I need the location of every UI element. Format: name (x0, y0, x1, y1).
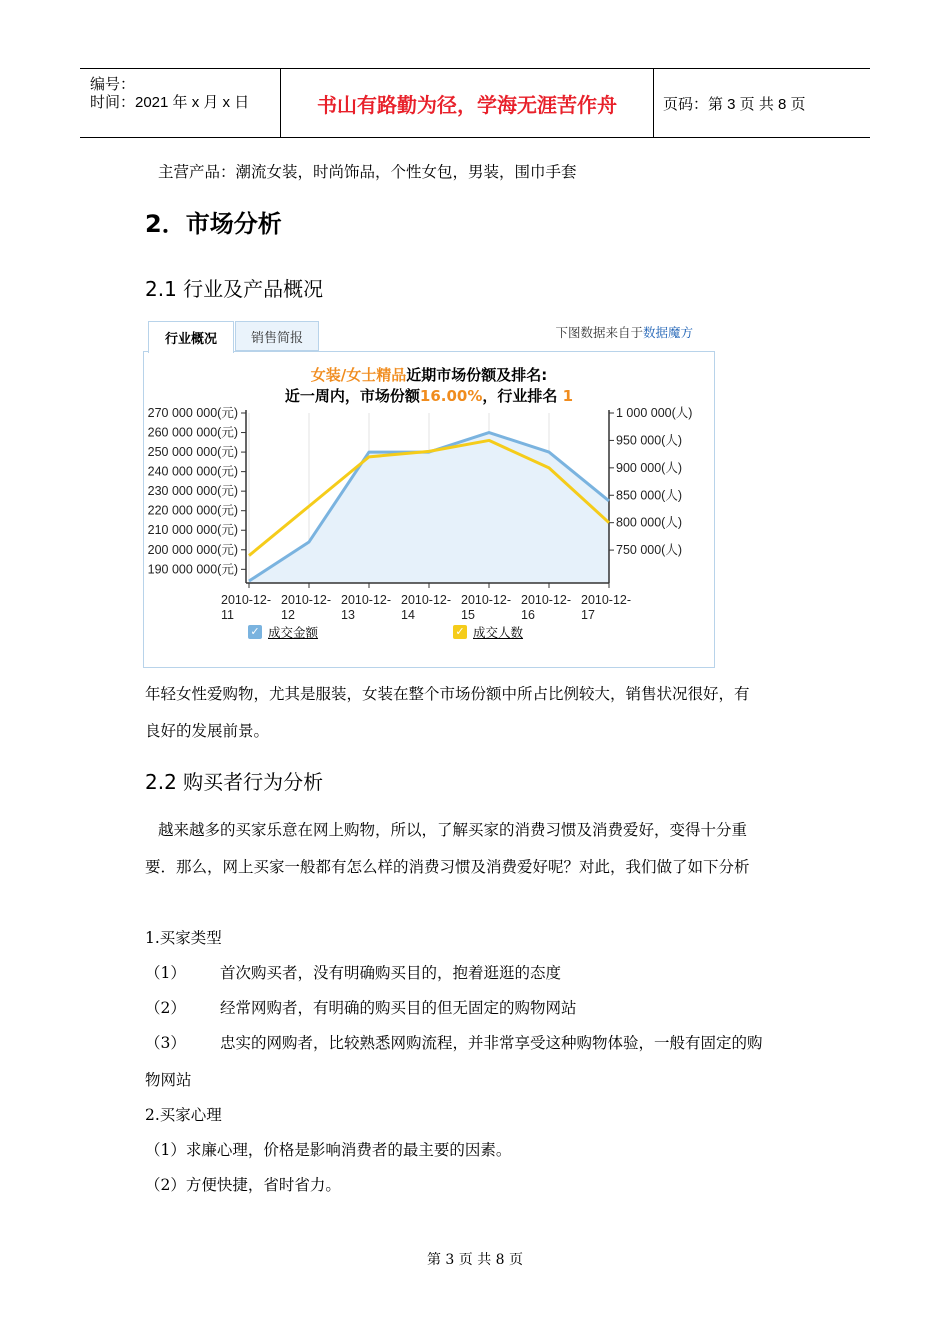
y-left-tick-label: 220 000 000(元) (147, 503, 238, 518)
page-header (80, 68, 870, 138)
y-left-tick-label: 250 000 000(元) (147, 445, 238, 460)
y-right-tick-label: 1 000 000(人) (616, 406, 693, 420)
data-source-link[interactable]: 数据魔方 (642, 326, 693, 340)
x-tick-label-day: 13 (341, 608, 355, 622)
chart-rank-label: ，行业排名 (482, 387, 563, 405)
x-tick-label: 2010-12- (461, 593, 512, 607)
buyer-type-2-text: 经常网购者，有明确的购买目的但无固定的购物网站 (220, 999, 577, 1017)
x-tick-label-day: 14 (401, 608, 415, 622)
y-left-tick-label: 200 000 000(元) (147, 542, 238, 557)
x-tick-label: 2010-12- (521, 593, 572, 607)
paragraph-1-line-1: 年轻女性爱购物，尤其是服装，女装在整个市场份额中所占比例较大，销售状况很好，有 (145, 685, 750, 703)
y-right-tick-label: 850 000(人) (616, 488, 683, 503)
buyer-type-1-text: 首次购买者，没有明确购买目的，抱着逛逛的态度 (220, 964, 562, 982)
buyer-type-3-text: 忠实的网购者，比较熟悉网购流程，并非常享受这种购物体验，一般有固定的购 (220, 1034, 763, 1052)
x-tick-label-day: 15 (461, 608, 475, 622)
buyer-type-3-num: （3） (145, 1034, 186, 1052)
market-chart-widget (143, 318, 715, 668)
legend-label-buyers: 成交人数 (473, 626, 524, 640)
x-tick-label: 2010-12- (221, 593, 272, 607)
paragraph-2-line-2: 要．那么，网上买家一般都有怎么样的消费习惯及消费爱好呢？对此，我们做了如下分析 (145, 858, 750, 876)
doc-number-label: 编号： (90, 76, 136, 93)
legend-label-amount: 成交金额 (268, 626, 319, 640)
psychology-item-1: （1）求廉心理，价格是影响消费者的最主要的因素。 (145, 1141, 512, 1159)
y-right-tick-label: 800 000(人) (616, 515, 683, 530)
intro-line: 主营产品：潮流女装，时尚饰品，个性女包，男装，围巾手套 (158, 163, 577, 181)
data-source-prefix: 下图数据来自于 (555, 326, 643, 340)
doc-date-label: 时间：2021 年 x 月 x 日 (90, 94, 250, 111)
tab-sales-brief[interactable]: 销售简报 (235, 321, 319, 351)
buyer-types-title: 1.买家类型 (145, 929, 222, 947)
x-tick-label: 2010-12- (341, 593, 392, 607)
header-motto: 书山有路勤为径，学海无涯苦作舟 (280, 69, 654, 137)
buyer-psychology-title: 2.买家心理 (145, 1106, 222, 1124)
tab-industry-overview[interactable]: 行业概况 (148, 321, 234, 353)
y-left-tick-label: 230 000 000(元) (147, 484, 238, 499)
buyer-type-1-num: （1） (145, 964, 186, 982)
y-right-tick-label: 950 000(人) (616, 433, 683, 448)
x-tick-label-day: 17 (581, 608, 595, 622)
buyer-type-3-continuation: 物网站 (145, 1071, 192, 1089)
header-meta (80, 69, 280, 137)
y-left-tick-label: 210 000 000(元) (147, 523, 238, 538)
line-chart (143, 318, 715, 668)
x-tick-label: 2010-12- (281, 593, 332, 607)
legend-item-buyers[interactable] (453, 623, 523, 641)
legend-item-amount[interactable] (248, 623, 318, 641)
x-tick-label-day: 16 (521, 608, 535, 622)
chart-title-category: 女装/女士精品 (310, 366, 407, 384)
y-right-tick-label: 900 000(人) (616, 460, 683, 475)
y-right-tick-label: 750 000(人) (616, 543, 683, 558)
y-left-tick-label: 260 000 000(元) (147, 425, 238, 440)
chart-rank-value: 1 (562, 387, 574, 405)
y-left-tick-label: 240 000 000(元) (147, 464, 238, 479)
header-page-label: 页码：第 3 页 共 8 页 (663, 95, 806, 113)
x-tick-label: 2010-12- (401, 593, 452, 607)
buyer-type-2-num: （2） (145, 999, 186, 1017)
y-left-tick-label: 190 000 000(元) (147, 562, 238, 577)
chart-share-value: 16.00% (419, 387, 483, 405)
chart-share-label: 近一周内，市场份额 (284, 387, 420, 405)
subsection-title-buyer: 2.2 购买者行为分析 (145, 770, 324, 794)
x-tick-label-day: 11 (221, 608, 234, 622)
paragraph-1-line-2: 良好的发展前景。 (145, 722, 270, 740)
checkbox-icon[interactable]: ✓ (248, 625, 262, 639)
x-tick-label-day: 12 (281, 608, 295, 622)
section-title: 2．市场分析 (145, 210, 282, 238)
chart-title-rest: 近期市场份额及排名: (406, 366, 548, 384)
checkbox-icon[interactable]: ✓ (453, 625, 467, 639)
psychology-item-2: （2）方便快捷，省时省力。 (145, 1176, 341, 1194)
page-footer: 第 3 页 共 8 页 (426, 1252, 524, 1268)
y-left-tick-label: 270 000 000(元) (147, 406, 238, 420)
paragraph-2-line-1: 越来越多的买家乐意在网上购物，所以，了解买家的消费习惯及消费爱好，变得十分重 (158, 821, 748, 839)
x-tick-label: 2010-12- (581, 593, 632, 607)
subsection-title-industry: 2.1 行业及产品概况 (145, 277, 324, 301)
